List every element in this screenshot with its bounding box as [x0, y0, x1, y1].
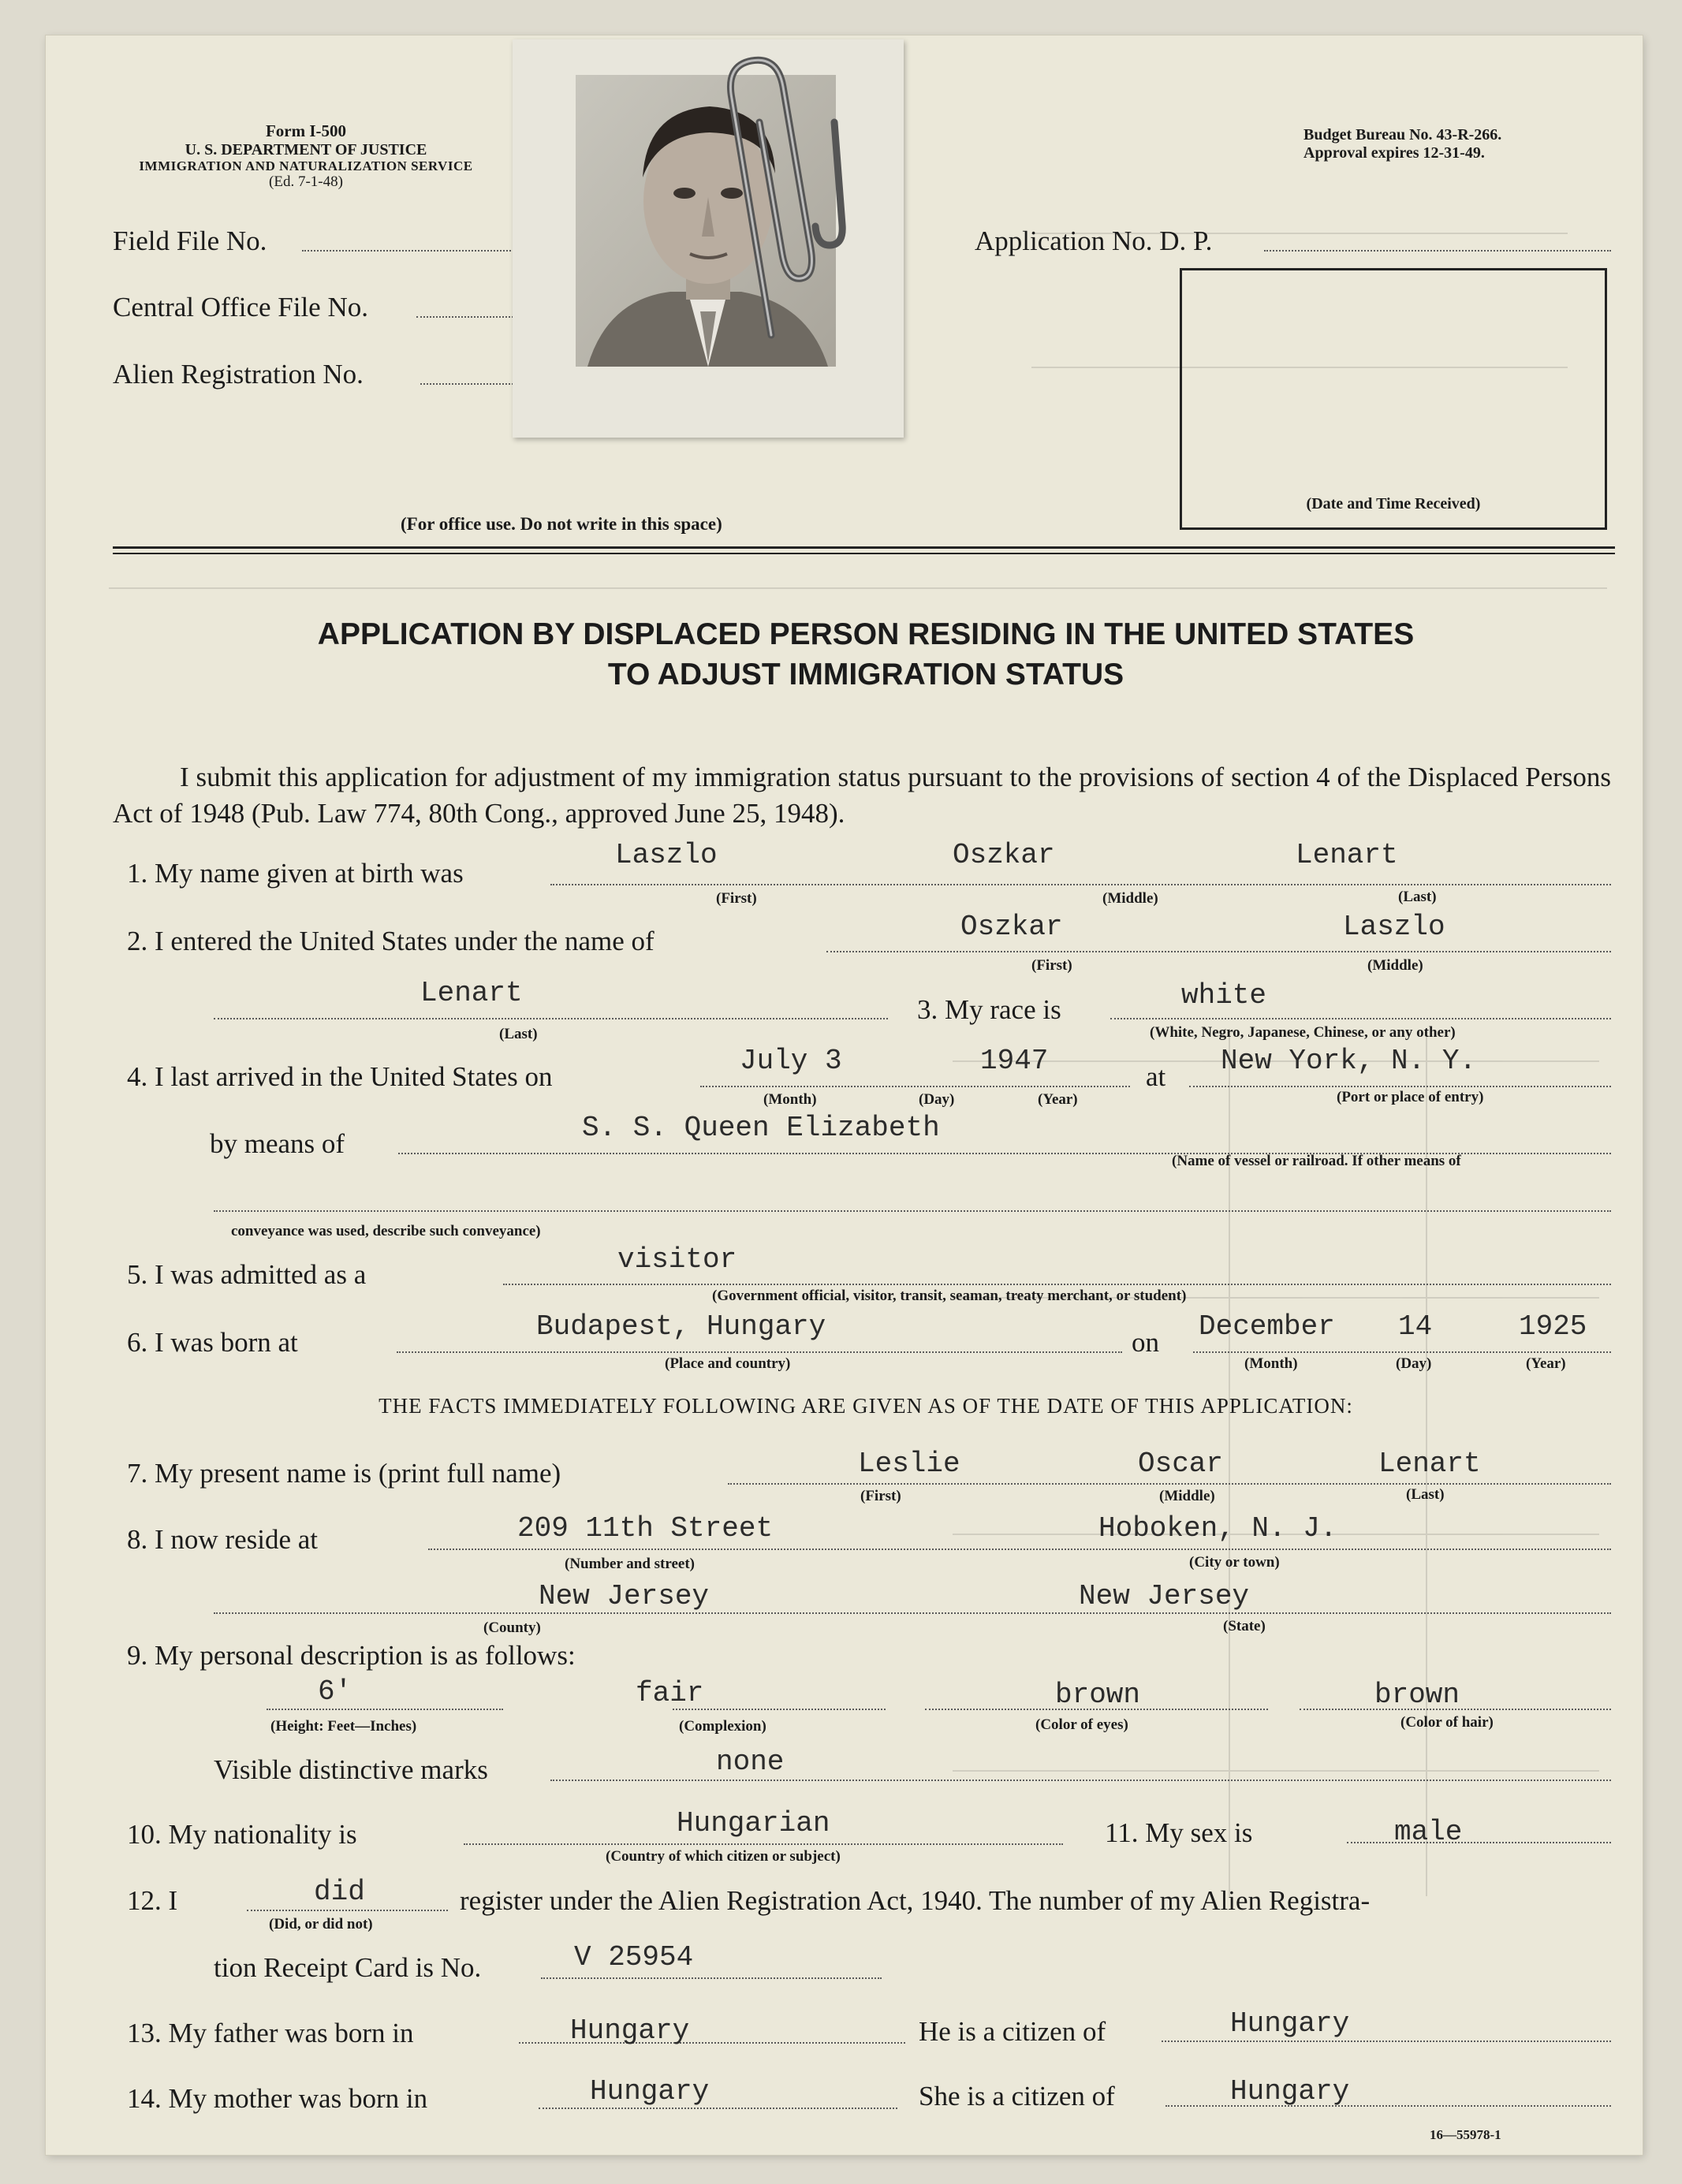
- office-use-note: (For office use. Do not write in this space): [401, 514, 722, 534]
- item-6-label: 6. I was born at: [127, 1327, 298, 1358]
- item-13-label: 13. My father was born in: [127, 2018, 414, 2048]
- cap-day: (Day): [919, 1091, 955, 1108]
- mother-birthplace[interactable]: Hungary: [590, 2075, 710, 2108]
- arrival-date-line[interactable]: [700, 1086, 1130, 1087]
- cap-city: (City or town): [1189, 1554, 1280, 1571]
- item-14-citizen-label: She is a citizen of: [919, 2081, 1115, 2111]
- present-first-name[interactable]: Leslie: [858, 1448, 960, 1480]
- admitted-caption: (Government official, visitor, transit, seaman, treaty merchant, or student): [712, 1288, 1187, 1304]
- item-7-label: 7. My present name is (print full name): [127, 1458, 561, 1489]
- cap-last: (Last): [1398, 889, 1437, 905]
- cap-state: (State): [1223, 1618, 1266, 1634]
- complexion-value[interactable]: fair: [636, 1677, 704, 1709]
- item-1-line[interactable]: [550, 884, 1611, 885]
- cap-first-3: (First): [860, 1488, 901, 1504]
- height-value[interactable]: 6': [318, 1675, 352, 1708]
- cap-port: (Port or place of entry): [1337, 1089, 1484, 1105]
- arrival-month-day[interactable]: July 3: [740, 1045, 842, 1077]
- item-1-label: 1. My name given at birth was: [127, 858, 464, 889]
- receipt-card-number[interactable]: V 25954: [574, 1941, 694, 1973]
- mother-birthplace-line[interactable]: [539, 2108, 897, 2109]
- cap-middle-3: (Middle): [1159, 1488, 1215, 1504]
- did-value[interactable]: did: [314, 1876, 365, 1908]
- race-caption: (White, Negro, Japanese, Chinese, or any other): [1150, 1024, 1456, 1041]
- cap-month-2: (Month): [1244, 1355, 1298, 1372]
- birth-first-name[interactable]: Laszlo: [615, 839, 718, 871]
- form-page: [46, 35, 1643, 2155]
- sex-line[interactable]: [1347, 1842, 1611, 1843]
- marks-value[interactable]: none: [716, 1746, 785, 1778]
- port-of-entry[interactable]: New York, N. Y.: [1221, 1045, 1477, 1077]
- item-12-text: register under the Alien Registration Act, 1940. The number of my Alien Registra-: [460, 1885, 1371, 1916]
- item-6-on: on: [1132, 1327, 1159, 1358]
- street-address[interactable]: 209 11th Street: [517, 1512, 774, 1545]
- birth-month[interactable]: December: [1199, 1310, 1335, 1343]
- cap-complexion: (Complexion): [679, 1718, 766, 1735]
- item-14-label: 14. My mother was born in: [127, 2083, 428, 2114]
- title-line-1: APPLICATION BY DISPLACED PERSON RESIDING IN THE UNITED STATES: [317, 617, 1415, 651]
- field-file-label: Field File No.: [113, 225, 267, 256]
- cap-vessel: (Name of vessel or railroad. If other means of: [1172, 1153, 1461, 1169]
- item-4-label: 4. I last arrived in the United States on: [127, 1061, 553, 1092]
- cap-first-2: (First): [1031, 957, 1072, 974]
- form-number: Form I-500: [265, 121, 347, 140]
- admitted-as-value[interactable]: visitor: [617, 1243, 737, 1276]
- arrival-year[interactable]: 1947: [980, 1045, 1049, 1077]
- did-line[interactable]: [247, 1910, 448, 1911]
- cap-conveyance: conveyance was used, describe such conveyance): [231, 1223, 541, 1239]
- header-divider-bottom: [113, 553, 1615, 554]
- item-3-label: 3. My race is: [917, 994, 1061, 1025]
- receipt-card-line[interactable]: [541, 1977, 882, 1979]
- cap-year: (Year): [1038, 1091, 1078, 1108]
- cap-did: (Did, or did not): [269, 1916, 373, 1932]
- birth-last-name[interactable]: Lenart: [1296, 839, 1398, 871]
- cap-last-3: (Last): [1406, 1486, 1445, 1503]
- item-10-label: 10. My nationality is: [127, 1819, 357, 1850]
- central-file-label: Central Office File No.: [113, 292, 368, 322]
- item-2-line[interactable]: [826, 951, 1611, 952]
- budget-bureau-block: [1303, 126, 1501, 162]
- cap-eyes: (Color of eyes): [1035, 1716, 1128, 1733]
- entry-middle-name[interactable]: Laszlo: [1343, 911, 1445, 943]
- paper-clip-icon: [716, 51, 858, 351]
- cap-hair: (Color of hair): [1400, 1714, 1494, 1731]
- form-title: [117, 615, 1615, 695]
- item-2-label: 2. I entered the United States under the name of: [127, 926, 655, 956]
- marks-line[interactable]: [550, 1780, 1611, 1781]
- county[interactable]: New Jersey: [539, 1580, 710, 1612]
- nationality-value[interactable]: Hungarian: [677, 1807, 830, 1839]
- cap-height: (Height: Feet—Inches): [270, 1718, 417, 1735]
- marks-label: Visible distinctive marks: [214, 1754, 488, 1785]
- facts-heading: THE FACTS IMMEDIATELY FOLLOWING ARE GIVEN AS OF THE DATE OF THIS APPLICATION:: [379, 1394, 1353, 1418]
- birthplace-value[interactable]: Budapest, Hungary: [536, 1310, 826, 1343]
- item-8-line[interactable]: [428, 1549, 1611, 1550]
- cap-place: (Place and country): [665, 1355, 791, 1372]
- department: U. S. DEPARTMENT OF JUSTICE: [185, 140, 427, 158]
- cap-county: (County): [483, 1619, 541, 1636]
- county-state-line[interactable]: [214, 1612, 1611, 1614]
- item-13-citizen-label: He is a citizen of: [919, 2016, 1106, 2047]
- eye-color-value[interactable]: brown: [1055, 1679, 1141, 1711]
- port-line[interactable]: [1189, 1086, 1611, 1087]
- application-no-line[interactable]: [1264, 250, 1611, 252]
- cap-year-2: (Year): [1526, 1355, 1566, 1372]
- city[interactable]: Hoboken, N. J.: [1098, 1512, 1337, 1545]
- sex-value[interactable]: male: [1394, 1816, 1463, 1848]
- item-8-label: 8. I now reside at: [127, 1524, 319, 1555]
- item-7-line[interactable]: [728, 1483, 1611, 1485]
- service: IMMIGRATION AND NATURALIZATION SERVICE: [139, 158, 473, 173]
- complexion-line[interactable]: [673, 1709, 886, 1710]
- date-received-box: [1180, 268, 1607, 530]
- intro-statement: I submit this application for adjustment of my immigration status pursuant to the provisions of section 4 of the Displaced Persons Act of 1948 (Pub. Law 774, 80th Cong., approved June 25, 1948).: [113, 762, 1611, 829]
- item-4-means-label: by means of: [210, 1128, 345, 1159]
- title-line-2: TO ADJUST IMMIGRATION STATUS: [607, 657, 1124, 691]
- birth-middle-name[interactable]: Oszkar: [953, 839, 1055, 871]
- header-divider-top: [113, 546, 1615, 549]
- nationality-line[interactable]: [464, 1843, 1063, 1845]
- item-2-last-line[interactable]: [214, 1018, 888, 1019]
- form-id-block: [109, 122, 503, 190]
- field-file-line[interactable]: [302, 250, 539, 252]
- cap-month: (Month): [763, 1091, 817, 1108]
- item-3-line[interactable]: [1110, 1018, 1611, 1019]
- mother-citizenship[interactable]: Hungary: [1230, 2075, 1350, 2108]
- print-code: 16—55978-1: [1430, 2127, 1501, 2142]
- birthplace-line[interactable]: [397, 1351, 1122, 1353]
- cap-middle-2: (Middle): [1367, 957, 1423, 974]
- alien-reg-label: Alien Registration No.: [113, 359, 364, 389]
- birthdate-line[interactable]: [1193, 1351, 1611, 1353]
- hair-color-value[interactable]: brown: [1374, 1679, 1460, 1711]
- race-value[interactable]: white: [1181, 979, 1267, 1012]
- cap-first: (First): [716, 890, 757, 907]
- item-5-label: 5. I was admitted as a: [127, 1259, 367, 1290]
- item-9-label: 9. My personal description is as follows:: [127, 1640, 576, 1671]
- present-middle-name[interactable]: Oscar: [1138, 1448, 1224, 1480]
- budget-bureau-number: Budget Bureau No. 43-R-266.: [1303, 126, 1502, 143]
- present-last-name[interactable]: Lenart: [1378, 1448, 1481, 1480]
- date-received-caption: (Date and Time Received): [1306, 495, 1481, 512]
- entry-first-name[interactable]: Oszkar: [960, 911, 1063, 943]
- item-4-at: at: [1146, 1061, 1166, 1092]
- entry-last-name[interactable]: Lenart: [420, 977, 523, 1009]
- father-birthplace[interactable]: Hungary: [570, 2014, 690, 2047]
- height-line[interactable]: [267, 1709, 503, 1710]
- cap-nationality: (Country of which citizen or subject): [606, 1848, 841, 1865]
- item-11-label: 11. My sex is: [1105, 1817, 1253, 1848]
- vessel-name[interactable]: S. S. Queen Elizabeth: [582, 1112, 940, 1144]
- approval-expires: Approval expires 12-31-49.: [1303, 144, 1485, 162]
- edition: (Ed. 7-1-48): [269, 173, 343, 190]
- conveyance-line[interactable]: [214, 1210, 1611, 1212]
- item-5-line[interactable]: [503, 1284, 1611, 1285]
- cap-middle: (Middle): [1102, 890, 1158, 907]
- cap-street: (Number and street): [565, 1556, 695, 1572]
- cap-day-2: (Day): [1396, 1355, 1432, 1372]
- birth-day[interactable]: 14: [1398, 1310, 1433, 1343]
- cap-last-2: (Last): [499, 1026, 538, 1042]
- receipt-card-label: tion Receipt Card is No.: [214, 1952, 482, 1983]
- state[interactable]: New Jersey: [1079, 1580, 1250, 1612]
- birth-year[interactable]: 1925: [1519, 1310, 1587, 1343]
- application-no-label: Application No. D. P.: [975, 225, 1213, 256]
- item-12-label: 12. I: [127, 1885, 178, 1916]
- father-citizen-line[interactable]: [1162, 2041, 1611, 2042]
- father-citizenship[interactable]: Hungary: [1230, 2007, 1350, 2040]
